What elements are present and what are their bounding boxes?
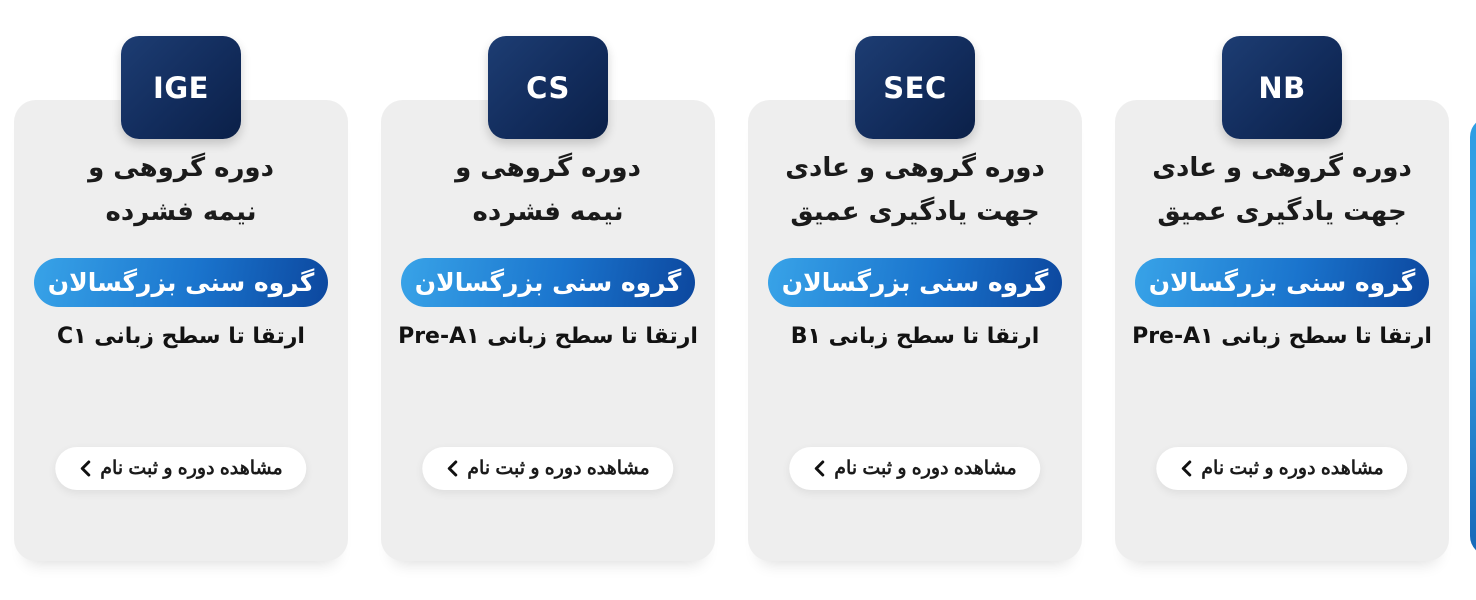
view-course-label: مشاهده دوره و ثبت نام: [1201, 458, 1384, 479]
age-group-badge: [1135, 258, 1429, 307]
course-title: [381, 146, 715, 234]
course-code-badge: [121, 36, 241, 139]
age-group-label: گروه سنی بزرگسالان: [781, 268, 1049, 297]
age-group-label: گروه سنی بزرگسالان: [414, 268, 682, 297]
age-group-label: گروه سنی بزرگسالان: [1148, 268, 1416, 297]
level-upgrade-text: ارتقا تا سطح زبانی B۱: [790, 324, 1040, 349]
view-course-button[interactable]: [422, 447, 673, 490]
course-title-line2: نیمه فشرده: [472, 197, 624, 227]
age-group-label: گروه سنی بزرگسالان: [47, 268, 315, 297]
course-title: [1115, 146, 1449, 234]
course-title-line1: دوره گروهی و: [88, 153, 274, 183]
view-course-label: مشاهده دوره و ثبت نام: [467, 458, 650, 479]
chevron-left-icon: [446, 460, 458, 477]
course-title-line1: دوره گروهی و عادی: [1152, 153, 1412, 183]
level-upgrade-text: ارتقا تا سطح زبانی Pre-A۱: [398, 324, 698, 349]
age-group-badge: [401, 258, 695, 307]
course-code-badge: [855, 36, 975, 139]
age-group-badge: [34, 258, 328, 307]
view-course-button[interactable]: [789, 447, 1040, 490]
course-code-label: SEC: [883, 70, 947, 105]
course-title-line1: دوره گروهی و عادی: [785, 153, 1045, 183]
view-course-button[interactable]: [1156, 447, 1407, 490]
age-group-badge: [768, 258, 1062, 307]
view-course-label: مشاهده دوره و ثبت نام: [834, 458, 1017, 479]
course-code-badge: [488, 36, 608, 139]
view-course-label: مشاهده دوره و ثبت نام: [100, 458, 283, 479]
chevron-left-icon: [1180, 460, 1192, 477]
next-card-peek[interactable]: [1470, 117, 1476, 556]
course-title-line2: نیمه فشرده: [105, 197, 257, 227]
course-card-sec: [748, 70, 1082, 561]
course-code-label: NB: [1258, 70, 1306, 105]
course-title-line2: جهت یادگیری عمیق: [790, 197, 1040, 227]
course-title: [14, 146, 348, 234]
course-cards-row: [14, 70, 1449, 561]
level-upgrade-text: ارتقا تا سطح زبانی Pre-A۱: [1132, 324, 1432, 349]
level-upgrade-text: ارتقا تا سطح زبانی C۱: [57, 324, 305, 349]
course-card-nb: [1115, 70, 1449, 561]
course-card-cs: [381, 70, 715, 561]
course-code-label: IGE: [153, 70, 209, 105]
view-course-button[interactable]: [55, 447, 306, 490]
course-title: [748, 146, 1082, 234]
course-card-ige: [14, 70, 348, 561]
course-title-line1: دوره گروهی و: [455, 153, 641, 183]
course-code-label: CS: [526, 70, 570, 105]
course-title-line2: جهت یادگیری عمیق: [1157, 197, 1407, 227]
chevron-left-icon: [79, 460, 91, 477]
chevron-left-icon: [813, 460, 825, 477]
course-code-badge: [1222, 36, 1342, 139]
